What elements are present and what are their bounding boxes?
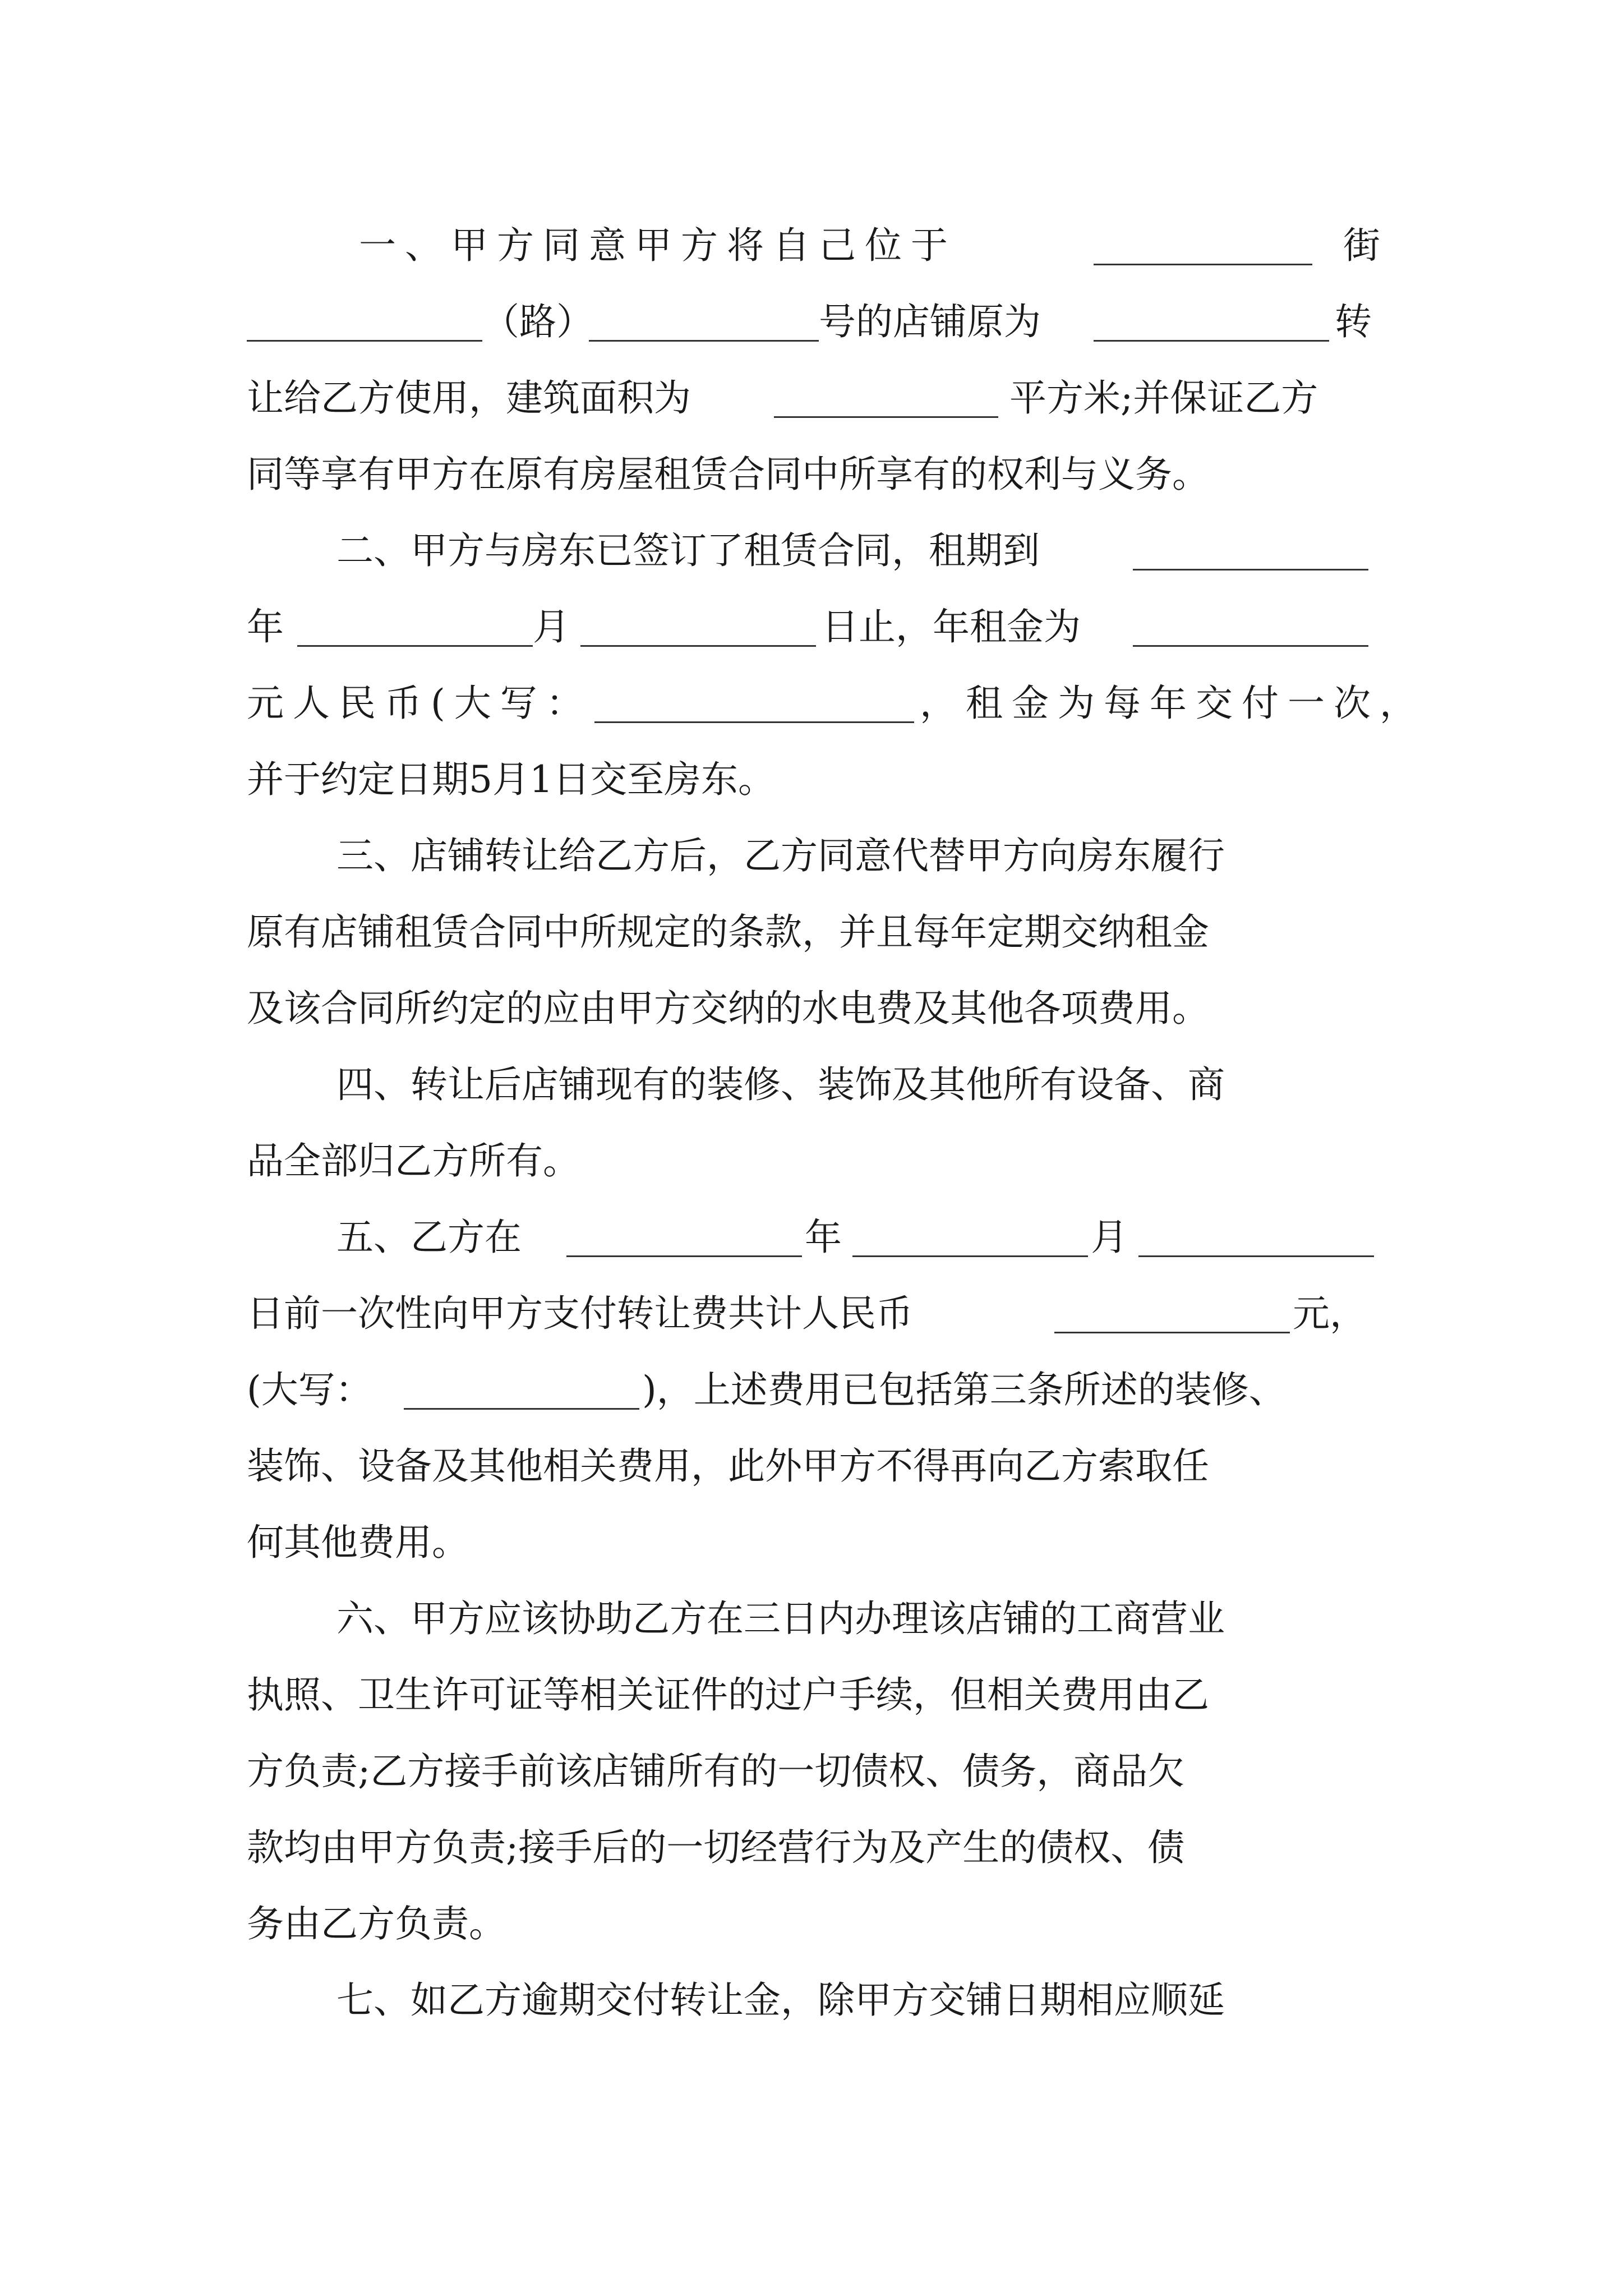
clause-7-line-1 — [0, 1962, 1623, 2039]
number-blank — [589, 284, 819, 342]
clause-4-text: 品全部归乙方所有。 — [247, 1139, 580, 1182]
clause-6-text: 务由乙方负责。 — [247, 1902, 506, 1945]
clause-5-text: 元， — [1293, 1292, 1367, 1335]
clause-7-text: 七、如乙方逾期交付转让金，除甲方交铺日期相应顺延 — [336, 1978, 1225, 2022]
month-blank — [580, 589, 816, 647]
clause-5-text: (大写： — [247, 1368, 372, 1411]
clause-6-text: 六、甲方应该协助乙方在三日内办理该店铺的工商营业 — [336, 1597, 1225, 1640]
street-blank — [1094, 208, 1312, 265]
year-blank — [297, 589, 533, 647]
clause-5-line-2 — [0, 1276, 1623, 1352]
clause-2-text: 月 — [533, 605, 570, 648]
transfer-fee-blank — [1054, 1276, 1290, 1333]
clause-1-line-2 — [0, 284, 1623, 360]
clause-6-line-4 — [0, 1810, 1623, 1886]
lease-end-blank — [1133, 513, 1368, 570]
road-blank — [247, 284, 482, 342]
payment-day-blank — [1138, 1199, 1374, 1257]
clause-3-line-1 — [0, 818, 1623, 894]
clause-5-text: )，上述费用已包括第三条所述的装修、 — [642, 1368, 1286, 1411]
clause-5-text: 装饰、设备及其他相关费用，此外甲方不得再向乙方索取任 — [247, 1444, 1209, 1488]
clause-6-text: 款均由甲方负责;接手后的一切经营行为及产生的债权、债 — [247, 1826, 1185, 1869]
clause-2-line-3 — [0, 665, 1623, 742]
clause-5-line-5 — [0, 1504, 1623, 1581]
clause-4-line-1 — [0, 1047, 1623, 1123]
clause-3-text: 及该合同所约定的应由甲方交纳的水电费及其他各项费用。 — [247, 987, 1209, 1030]
clause-5-text: 五、乙方在 — [336, 1216, 522, 1259]
annual-rent-blank — [1133, 589, 1368, 647]
clause-4-line-2 — [0, 1123, 1623, 1199]
clause-4-text: 四、转让后店铺现有的装修、装饰及其他所有设备、商 — [336, 1063, 1225, 1106]
clause-6-line-5 — [0, 1886, 1623, 1962]
clause-3-line-2 — [0, 894, 1623, 970]
clause-1-line-3 — [0, 360, 1623, 436]
clause-5-text: 何其他费用。 — [247, 1521, 469, 1564]
clause-5-line-4 — [0, 1428, 1623, 1504]
clause-2-text: 年 — [247, 605, 284, 648]
area-blank — [774, 360, 998, 418]
clause-1-text: 同等享有甲方在原有房屋租赁合同中所享有的权利与义务。 — [247, 453, 1209, 496]
clause-1-line-4 — [0, 436, 1623, 513]
clause-3-line-3 — [0, 970, 1623, 1047]
clause-2-text: ，租金为每年交付一次， — [920, 682, 1426, 725]
clause-5-line-1 — [0, 1199, 1623, 1276]
clause-1-text: 平方米;并保证乙方 — [1009, 376, 1318, 420]
clause-6-text: 方负责;乙方接手前该店铺所有的一切债权、债务，商品欠 — [247, 1750, 1185, 1793]
original-use-blank — [1094, 284, 1329, 342]
clause-3-text: 三、店铺转让给乙方后，乙方同意代替甲方向房东履行 — [336, 834, 1225, 877]
clause-6-line-3 — [0, 1733, 1623, 1810]
clause-6-text: 执照、卫生许可证等相关证件的过户手续，但相关费用由乙 — [247, 1673, 1209, 1717]
fee-words-blank — [404, 1352, 639, 1410]
clause-1-text: 一、甲方同意甲方将自己位于 — [359, 224, 957, 267]
clause-2-line-1 — [0, 513, 1623, 589]
clause-6-line-1 — [0, 1581, 1623, 1657]
rent-words-blank — [594, 665, 914, 723]
clause-2-line-2 — [0, 589, 1623, 665]
clause-1-text: 号的店铺原为 — [819, 300, 1041, 343]
clause-2-line-4 — [0, 742, 1623, 818]
clause-5-text: 年 — [805, 1216, 842, 1259]
clause-5-text: 日前一次性向甲方支付转让费共计人民币 — [247, 1292, 913, 1335]
payment-month-blank — [852, 1199, 1088, 1257]
clause-1-text: 街 — [1343, 224, 1380, 267]
clause-2-text: 元人民币(大写： — [247, 682, 592, 725]
payment-year-blank — [566, 1199, 802, 1257]
clause-2-text: 日止，年租金为 — [822, 605, 1081, 648]
clause-1-line-1 — [0, 208, 1623, 284]
clause-5-line-3 — [0, 1352, 1623, 1428]
clause-1-text: 转 — [1335, 300, 1372, 343]
clause-3-text: 原有店铺租赁合同中所规定的条款，并且每年定期交纳租金 — [247, 910, 1209, 954]
clause-2-text: 并于约定日期5月1日交至房东。 — [247, 758, 775, 801]
clause-6-line-2 — [0, 1657, 1623, 1733]
clause-1-text: （路） — [482, 300, 593, 343]
clause-5-text: 月 — [1091, 1216, 1128, 1259]
clause-1-text: 让给乙方使用，建筑面积为 — [247, 376, 691, 420]
clause-2-text: 二、甲方与房东已签订了租赁合同，租期到 — [336, 529, 1040, 572]
